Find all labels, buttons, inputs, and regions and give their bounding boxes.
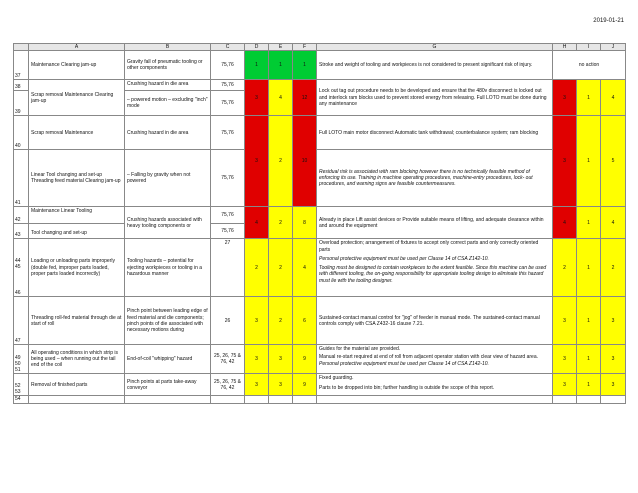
task-cell: Loading or unloading parts improperly (double fed, improper parts loaded, proper parts loaded incorrectly) [29,239,125,297]
risk-score-cell: 4 [293,239,317,297]
probability-cell: 3 [269,345,293,374]
clause-cell: 75,76 [211,224,245,239]
empty-cell [293,396,317,403]
col-header-c: C [211,44,245,51]
risk-score-cell: 12 [293,80,317,116]
task-cell: Maintenance Linear Tooling [29,207,125,224]
hazard-cell: Crushing hazard in die area [125,116,211,150]
severity-cell: 2 [245,239,269,297]
mitigation-cell [317,150,553,207]
clause-cell: 25, 26, 75 & 76, 42 [211,345,245,374]
mitigation-line: Fixed guarding. [319,375,354,382]
clause-cell: 75,76 [211,116,245,150]
residual-probability-cell: 1 [577,116,601,207]
col-header-i: I [577,44,601,51]
clause-cell: 25, 26, 75 & 76, 42 [211,374,245,396]
risk-score-cell: 9 [293,345,317,374]
severity-cell: 1 [245,51,269,80]
hazard-cell: Crushing hazard in die area [125,80,211,91]
col-header-b: B [125,44,211,51]
mitigation-line: Manual re-start required at end of roll from adjacent operator station with clear view of hazard area. [319,353,538,360]
empty-cell [269,396,293,403]
table-row [14,374,626,396]
row-number-group [14,345,29,374]
severity-cell: 3 [245,345,269,374]
table-row [14,345,626,374]
row-number: 52 [15,382,21,389]
task-cell: Maintenance Clearing jam-up [29,51,125,80]
row-number: 53 [15,389,21,395]
empty-cell [577,396,601,403]
column-header-row [14,44,626,51]
empty-cell [601,396,626,403]
col-header-d: D [245,44,269,51]
col-header-j: J [601,44,626,51]
report-date: 2019-01-21 [593,18,624,24]
row-number: 42 [14,207,29,224]
residual-severity-cell: 3 [553,116,577,207]
row-number: 44 [15,257,21,264]
table-row [14,207,626,224]
row-number: 43 [14,224,29,239]
probability-cell: 3 [269,374,293,396]
residual-probability-cell: 1 [577,207,601,239]
risk-assessment-table [13,43,626,404]
residual-score-cell: 2 [601,239,626,297]
mitigation-line: Overload protection; arrangement of fixtures to accept only correct parts and only correctly oriented parts [319,240,539,253]
probability-cell: 1 [269,51,293,80]
mitigation-cell: Full LOTO main motor disconnect Automatic tank withdrawal; counterbalance system; ram blocking [317,116,553,150]
probability-cell: 2 [269,239,293,297]
hazard-cell: Crushing hazards associated with heavy tooling components or [125,207,211,239]
residual-score-cell: 3 [601,374,626,396]
mitigation-cell [317,345,553,374]
row-number: 39 [14,91,29,116]
residual-severity-cell: 2 [553,239,577,297]
task-cell: Linear Tool changing and set-up Threading feed material Clearing jam-up [29,150,125,207]
clause-cell: 75,76 [211,80,245,91]
empty-cell [211,396,245,403]
mitigation-cell: Sustained-contact manual control for "jog" of feeder in manual mode. The sustained-contact manual controls comply with CSA Z432-16 clause 7.21. [317,297,553,345]
mitigation-cell [317,374,553,396]
severity-cell: 3 [245,116,269,207]
risk-score-cell: 9 [293,374,317,396]
risk-score-cell: 8 [293,207,317,239]
residual-score-cell: 3 [601,345,626,374]
table-row [14,396,626,403]
row-number: 54 [14,396,29,403]
residual-probability-cell: 1 [577,239,601,297]
row-number: 41 [14,150,29,207]
task-cell: Scrap removal Maintenance Clearing jam-up [29,80,125,116]
table-row [14,51,626,80]
clause-cell: 75,76 [211,91,245,116]
row-number: 50 [15,360,21,367]
residual-severity-cell: 3 [553,80,577,116]
mitigation-line: Parts to be dropped into bin; further handling is outside the scope of this report. [319,384,495,391]
empty-cell [317,396,553,403]
mitigation-cell: Stroke and weight of tooling and workpieces is not considered to present significant risk of injury. [317,51,553,80]
probability-cell: 4 [269,80,293,116]
mitigation-tooling-note: Tooling must be designed to contain workpieces to the extent feasible. Since this machine can be used with different tooling, the on-going responsibility for appropriate tooling design to eliminate this hazard must lie with the tooling designer. [319,265,547,284]
risk-score-cell: 10 [293,116,317,207]
row-number: 38 [14,80,29,91]
empty-cell [553,396,577,403]
mitigation-ppe-note: Personal protective equipment must be used per Clause 14 of CSA Z142-10. [319,255,489,262]
probability-cell: 2 [269,116,293,207]
col-header-h: H [553,44,577,51]
col-header-g: G [317,44,553,51]
row-number: 46 [15,290,21,296]
residual-severity-cell: 3 [553,374,577,396]
severity-cell: 3 [245,374,269,396]
probability-cell: 2 [269,297,293,345]
row-number: 47 [14,297,29,345]
task-cell: Scrap removal Maintenance [29,116,125,150]
row-number: 37 [14,51,29,80]
severity-cell: 3 [245,297,269,345]
hazard-cell: Gravity fall of pneumatic tooling or other components [125,51,211,80]
residual-severity-cell: 3 [553,297,577,345]
task-cell: All operating conditions in which strip is being used – when running out the tail end of the coil [29,345,125,374]
col-header-e: E [269,44,293,51]
clause-cell: 75,76 [211,207,245,224]
table-row [14,150,626,207]
mitigation-cell [317,239,553,297]
residual-probability-cell: 1 [577,374,601,396]
row-number: 51 [15,367,21,373]
residual-probability-cell: 1 [577,297,601,345]
task-cell: Threading roll-fed material through die at start of roll [29,297,125,345]
clause-cell: 27 [211,239,245,297]
col-header-f: F [293,44,317,51]
residual-score-cell: 4 [601,207,626,239]
corner-cell [14,44,29,51]
hazard-cell: – powered motion – excluding "inch" mode [125,91,211,116]
residual-probability-cell: 1 [577,345,601,374]
hazard-cell: – Falling by gravity when not powered [125,150,211,207]
table-row [14,116,626,150]
mitigation-note: Residual risk is associated with ram blocking however there is no technically feasible method of enforcing its use. Training in machine operating procedures, machine-entry procedures, lock- out procedures, and warning signs are feasible countermeasures. [319,168,533,188]
hazard-cell: Tooling hazards – potential for ejecting workpieces or tooling in a hazardous manner [125,239,211,297]
mitigation-cell: Already in place Lift assist devices or Provide suitable means of lifting, and adequate clearance within and around the equipment [317,207,553,239]
mitigation-cell: Lock out tag out procedure needs to be developed and ensure that the 480v disconnect is locked out and interlock ram blocks used to prevent stored energy from releasing. Full LOTO must be done during any maintenance [317,80,553,116]
probability-cell: 2 [269,207,293,239]
empty-cell [29,396,125,403]
row-number: 49 [15,354,21,361]
empty-cell [245,396,269,403]
residual-risk-cell: no action [553,51,626,80]
col-header-a: A [29,44,125,51]
table-row [14,297,626,345]
task-cell: Tool changing and set-up [29,224,125,239]
table-row [14,239,626,297]
clause-cell: 26 [211,297,245,345]
clause-cell: 75,76 [211,150,245,207]
severity-cell: 4 [245,207,269,239]
empty-cell [125,396,211,403]
residual-score-cell: 3 [601,297,626,345]
row-number-group [14,239,29,297]
row-number: 45 [15,263,21,270]
residual-probability-cell: 1 [577,80,601,116]
residual-severity-cell: 3 [553,345,577,374]
hazard-cell: Pinch points at parts take-away conveyor [125,374,211,396]
residual-score-cell: 4 [601,80,626,116]
table-row [14,80,626,91]
mitigation-ppe-note: Personal protective equipment must be used per Clause 14 of CSA Z142-10. [319,360,489,367]
hazard-cell: End-of-coil "whipping" hazard [125,345,211,374]
risk-score-cell: 1 [293,51,317,80]
row-number: 40 [14,116,29,150]
risk-score-cell: 6 [293,297,317,345]
severity-cell: 3 [245,80,269,116]
clause-cell: 75,76 [211,51,245,80]
row-number-group [14,374,29,396]
residual-score-cell: 5 [601,116,626,207]
hazard-cell: Pinch point between leading edge of feed material and die components; pinch points of die associated with necessary motions during [125,297,211,345]
mitigation-line: Guides for the material are provided. [319,346,401,353]
residual-severity-cell: 4 [553,207,577,239]
task-cell: Removal of finished parts [29,374,125,396]
